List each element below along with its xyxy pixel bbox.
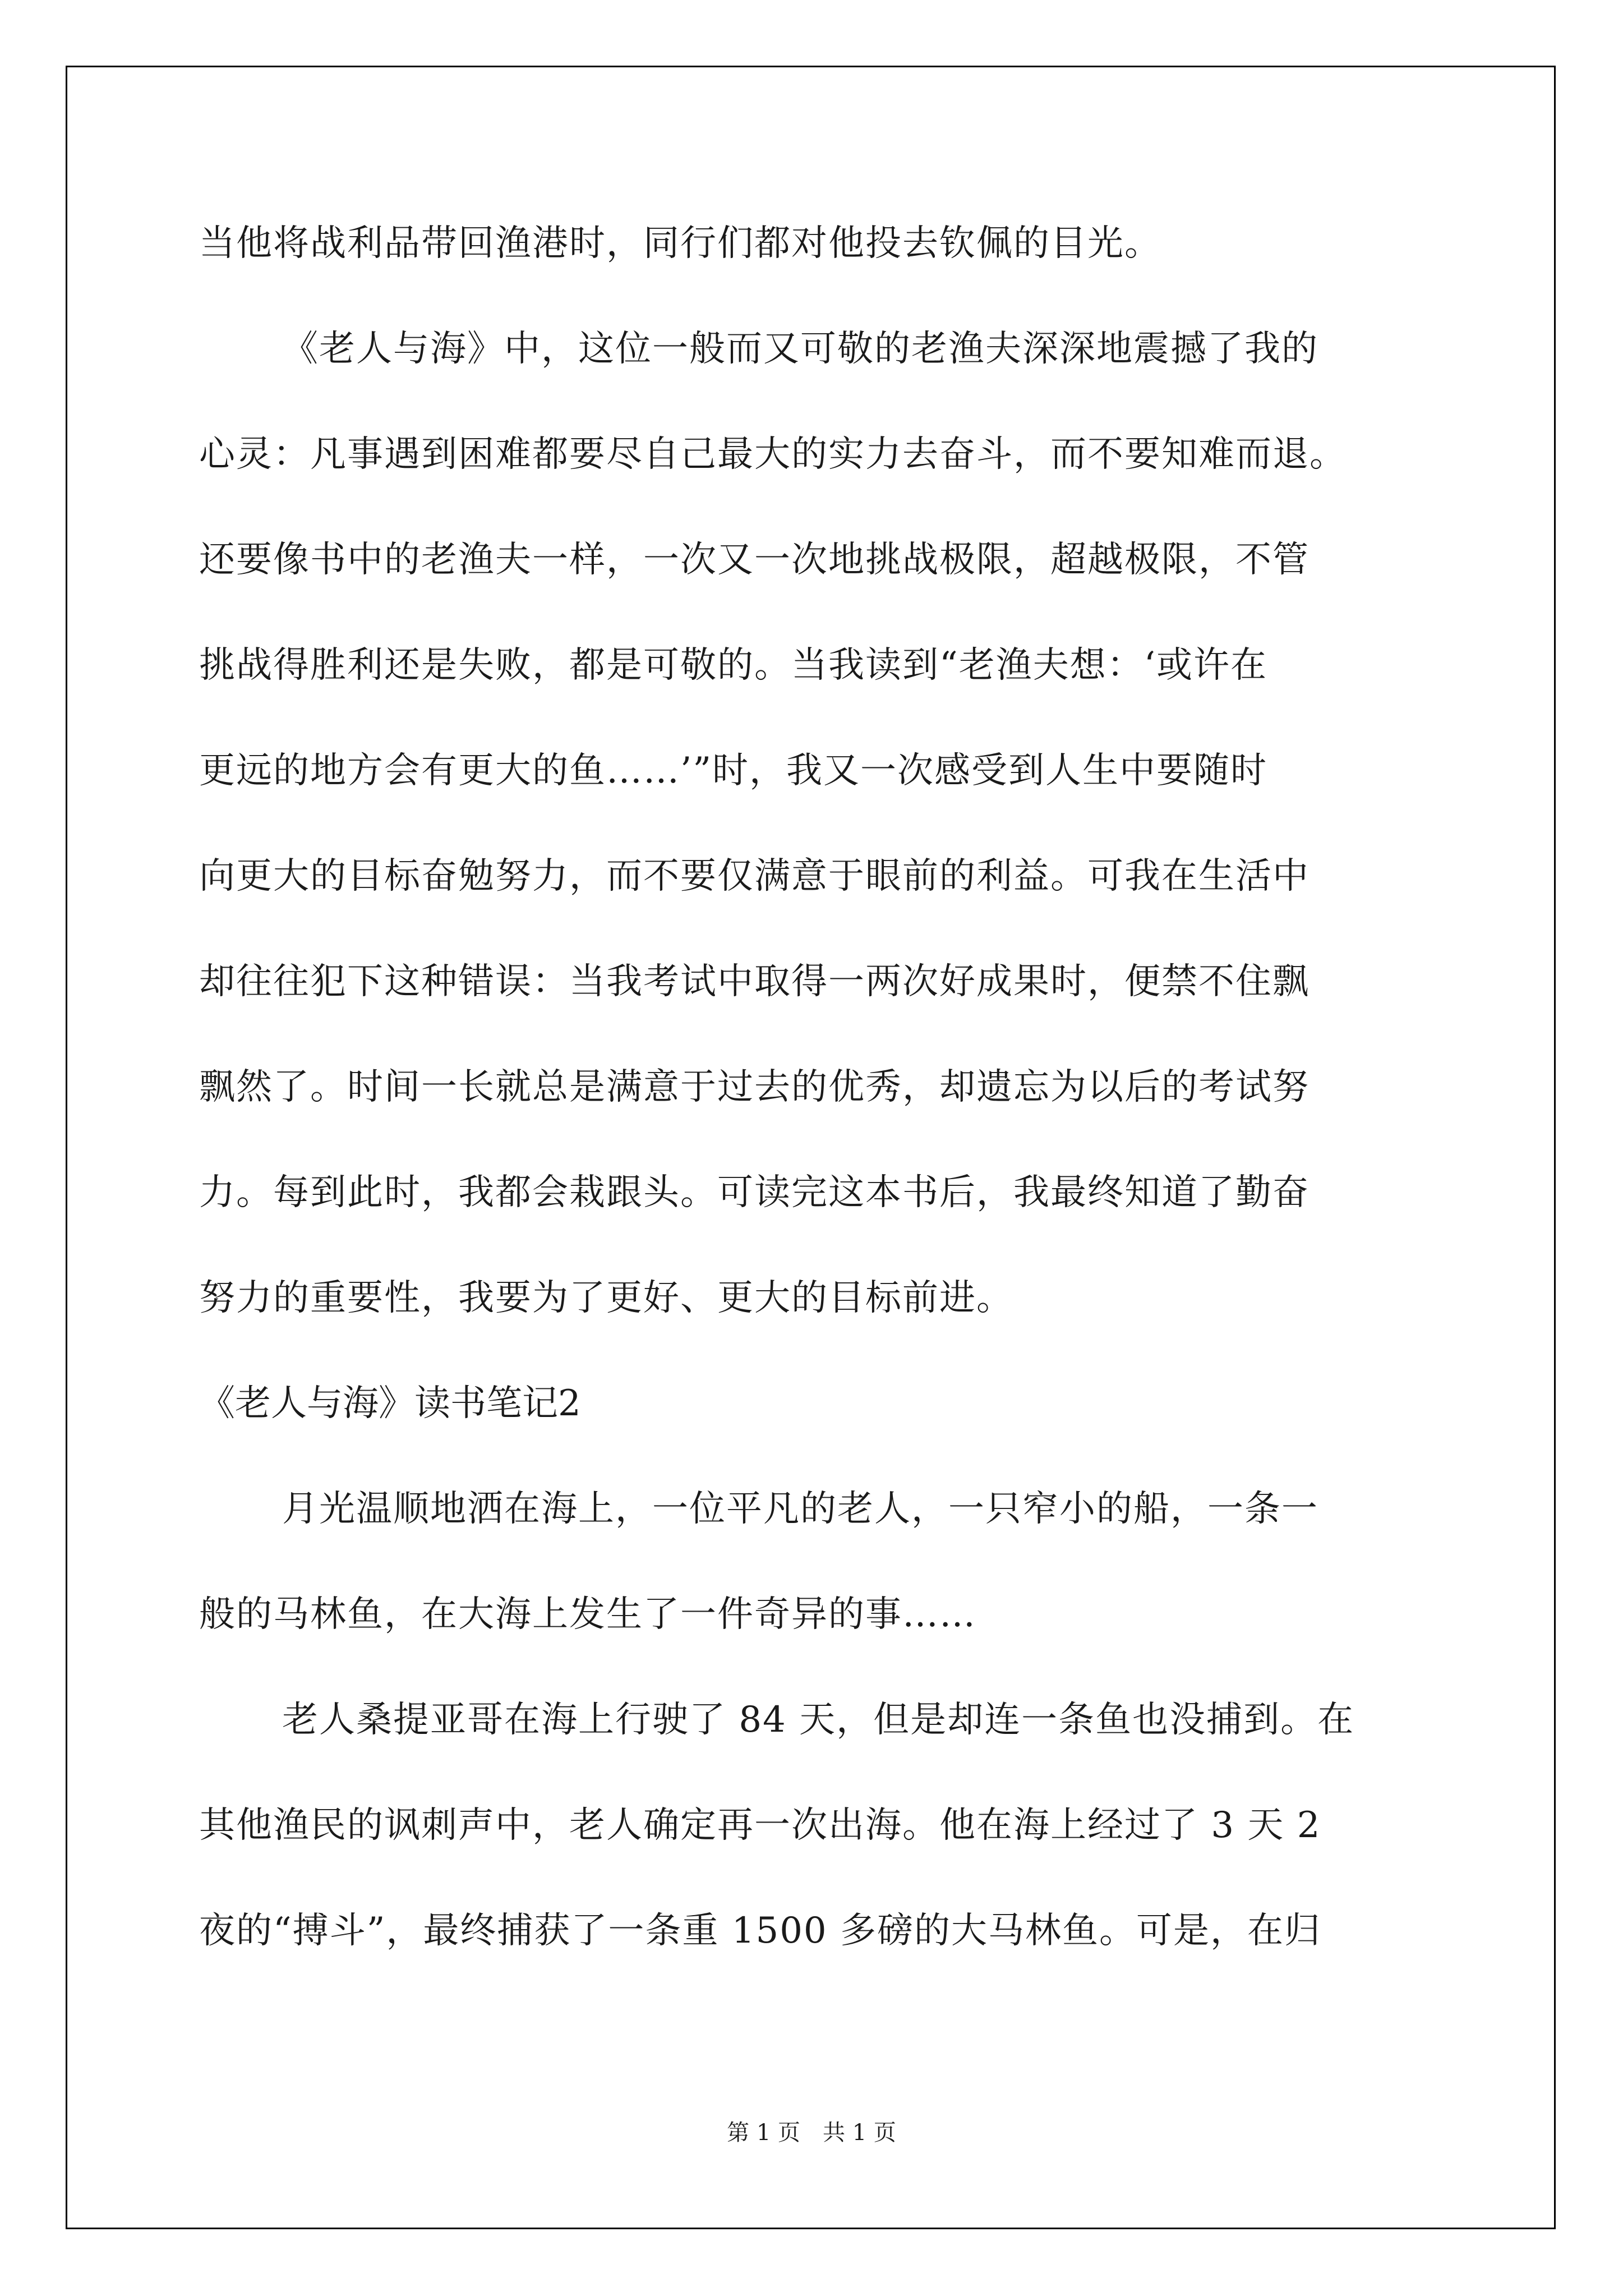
section-title: 《老人与海》读书笔记2 (199, 1383, 581, 1424)
text-line: 力。每到此时，我都会栽跟头。可读完这本书后，我最终知道了勤奋 (199, 1172, 1310, 1213)
document-body (199, 191, 1489, 1984)
text-line: 月光温顺地洒在海上，一位平凡的老人，一只窄小的船，一条一 (282, 1488, 1318, 1530)
text-line: 向更大的目标奋勉努力，而不要仅满意于眼前的利益。可我在生活中 (199, 855, 1310, 897)
text-line: 还要像书中的老渔夫一样，一次又一次地挑战极限，超越极限，不管 (199, 539, 1310, 581)
text-line: 夜的“搏斗”，最终捕获了一条重 1500 多磅的大马林鱼。可是，在归 (199, 1910, 1321, 1952)
text-line: 却往往犯下这种错误：当我考试中取得一两次好成果时，便禁不住飘 (199, 961, 1310, 1002)
text-line: 努力的重要性，我要为了更好、更大的目标前进。 (199, 1277, 1013, 1319)
text-line: 当他将战利品带回渔港时，同行们都对他投去钦佩的目光。 (199, 223, 1161, 264)
text-line: 飘然了。时间一长就总是满意于过去的优秀，却遗忘为以后的考试努 (199, 1066, 1310, 1108)
text-line: 其他渔民的讽刺声中，老人确定再一次出海。他在海上经过了 3 天 2 (199, 1805, 1321, 1846)
text-line: 《老人与海》中，这位一般而又可敬的老渔夫深深地震撼了我的 (282, 328, 1318, 370)
text-line: 更远的地方会有更大的鱼……’”时，我又一次感受到人生中要随时 (199, 750, 1268, 792)
text-line: 般的马林鱼，在大海上发生了一件奇异的事…… (199, 1594, 976, 1635)
text-line: 心灵：凡事遇到困难都要尽自己最大的实力去奋斗，而不要知难而退。 (199, 434, 1347, 475)
text-line: 老人桑提亚哥在海上行驶了 84 天，但是却连一条鱼也没捕到。在 (282, 1699, 1355, 1741)
page-footer: 第 1 页 共 1 页 (727, 2120, 896, 2146)
text-line: 挑战得胜利还是失败，都是可敬的。当我读到“老渔夫想：‘或许在 (199, 645, 1268, 686)
